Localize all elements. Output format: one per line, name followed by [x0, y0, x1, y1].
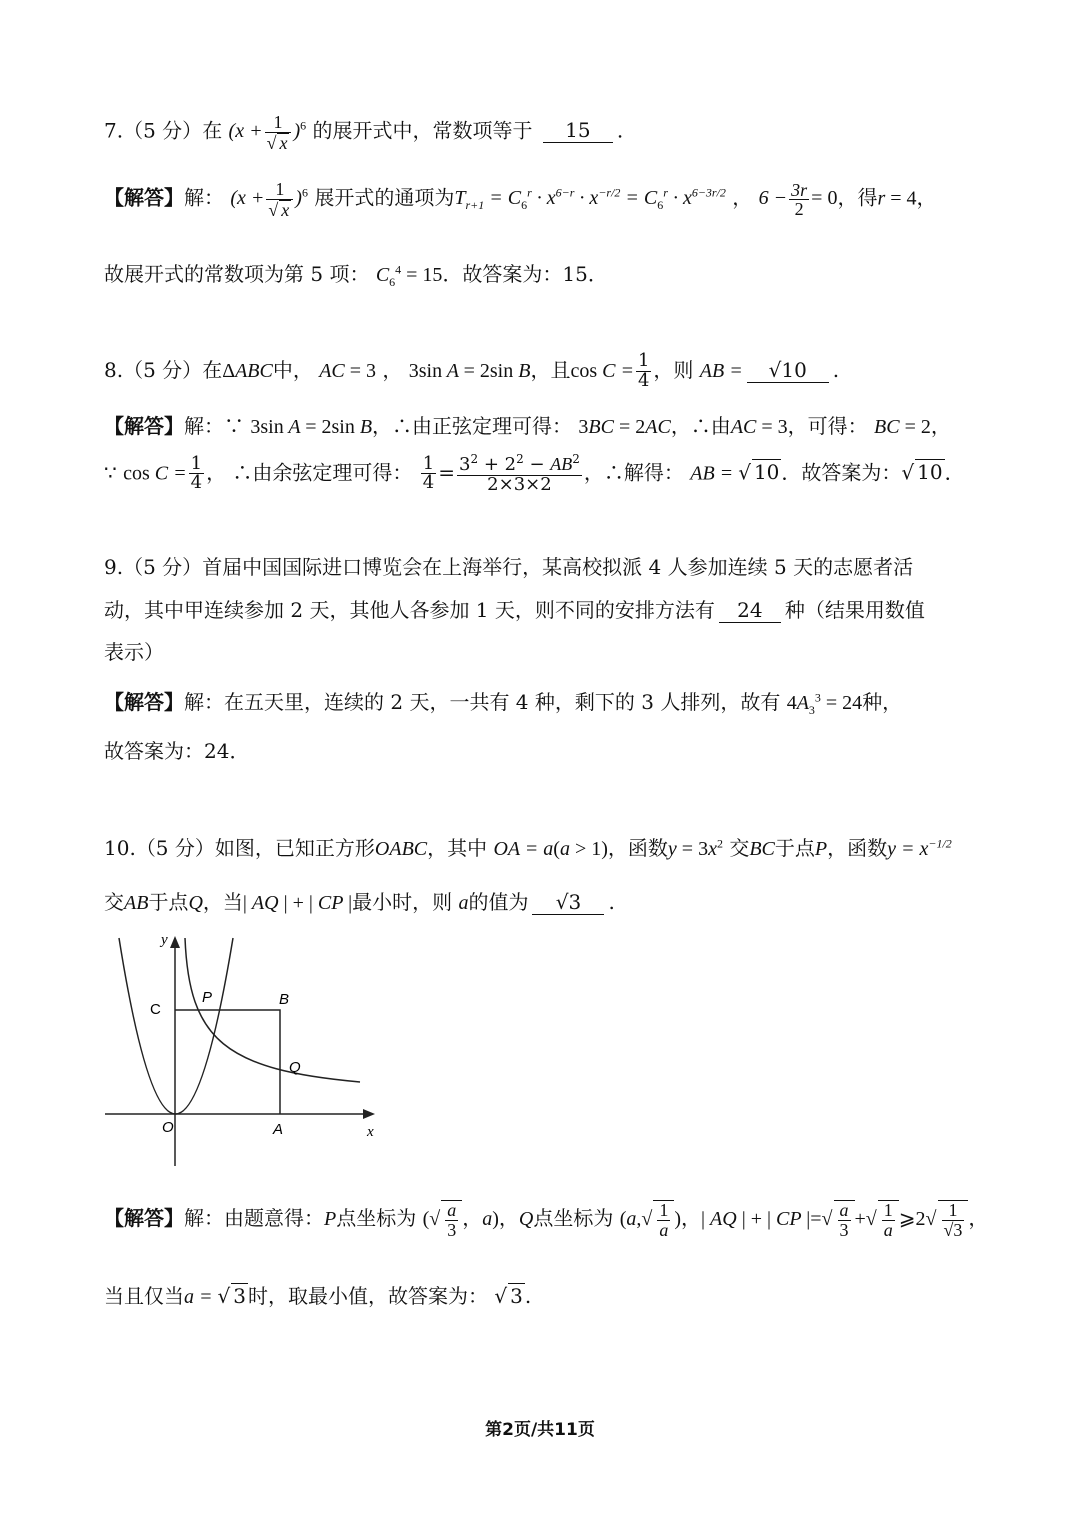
page-footer: 第2页/共11页 — [485, 1420, 595, 1440]
function-graph — [105, 930, 395, 1170]
q9-solution-line1: 【解答】解：在五天里，连续的 2 天，一共有 4 种，剩下的 3 人排列，故有 $4A_3^3 = 24$种， — [104, 690, 903, 717]
q7-answer: 15 — [543, 118, 613, 143]
label-p: P — [202, 989, 213, 1006]
q9-number: 9. — [104, 555, 124, 579]
label-a: A — [273, 1121, 284, 1138]
q9-solution-line2: 故答案为：24． — [104, 739, 250, 763]
q10-answer: √3 — [532, 890, 604, 915]
q7-stem: 7.（5 分）在 (x + $\frac{1}{√ x}$ )$^6$ 的展开式中，常数项等于 15 . — [104, 112, 624, 153]
q10-stem-line2: 交AB于点Q，当| AQ | + | CP |最小时，则 a的值为 √3 . — [104, 890, 615, 914]
q7-number: 7. — [104, 118, 124, 143]
label-c: C — [150, 1001, 161, 1018]
q8-answer: √10 — [747, 358, 829, 383]
x-axis-arrow — [363, 1109, 375, 1119]
label-q: Q — [289, 1059, 301, 1076]
y-axis-arrow — [170, 936, 180, 948]
q10-stem-line1: 10.（5 分）如图，已知正方形OABC，其中 OA = a(a > 1)，函数$y = 3x^2$ 交BC于点P，函数$y = x^{-1/2}$ — [104, 836, 952, 860]
q9-stem-line1: 9.（5 分）首届中国国际进口博览会在上海举行，某高校拟派 4 人参加连续 5 天的志愿者活 — [104, 555, 914, 579]
label-o: O — [162, 1119, 174, 1136]
q8-solution-line1: 【解答】解：∵ 3sin A = 2sin B，∴由正弦定理可得： 3BC = 2AC，∴由AC = 3，可得： BC = 2， — [104, 414, 951, 438]
label-y: y — [161, 932, 168, 948]
q10-solution-line1: 【解答】解：由题意得：P点坐标为 (√ $\frac{a}{3}$ ，a)，Q点坐标为 (a,√ $\frac{1}{a}$ )，| AQ | + | CP |=√ $\frac{a}{3}$ +√ $\frac{1}{a}$ ⩾2√ $\frac{1}{√3}$ ， — [104, 1200, 989, 1240]
q9-answer: 24 — [719, 598, 781, 623]
q8-solution-line2: ∵ cos C = $\frac{1}{4}$ ， ∴由余弦定理可得： $\frac{1}{4}$ = $\frac{3^2 + 2^2 - AB^2}{2\times 3\times 2}$ ，∴解得： AB = √ 10 ．故答案为：√ 10 ． — [104, 452, 965, 495]
label-x: x — [367, 1124, 374, 1140]
q7-score: （5 分） — [123, 118, 203, 143]
label-b: B — [279, 991, 290, 1008]
q7-solution-line1: 【解答】解： (x + $\frac{1}{√ x}$ )$^6$ 展开式的通项为$T_{r+1} = C_6^r \cdot x^{6-r} \cdot x^{-r/2} = C_6^r \cdot x^{6-3r/2}$ ， 6 − $\frac{3r}{2}$ = 0，得r = 4， — [104, 179, 937, 220]
q7-general-term: $T_{r+1} = C_6^r \cdot x^{6-r} \cdot x^{-r/2} = C_6^r \cdot x^{6-3r/2}$ — [454, 185, 726, 213]
q10-number: 10. — [104, 836, 136, 860]
solution-label: 【解答】 — [104, 185, 184, 210]
q7-solution-line2: 故展开式的常数项为第 5 项： $C_6^4 = 15$．故答案为：15． — [104, 262, 608, 289]
q7-expression: (x + $\frac{1}{√ x}$ )$^6$ — [228, 112, 307, 153]
q10-solution-line2: 当且仅当a = √ 3 时，取最小值，故答案为： √ 3 . — [104, 1284, 532, 1308]
q9-stem-line3: 表示） — [104, 640, 164, 664]
q8-number: 8. — [104, 357, 124, 382]
q8-stem: 8.（5 分）在ΔABC中， AC = 3 ， 3sin A = 2sin B，且cos C = $\frac{1}{4}$ ，则 AB = √10 . — [104, 350, 840, 391]
square-oabc — [175, 1010, 280, 1114]
parabola-curve — [119, 938, 233, 1114]
q9-stem-line2: 动，其中甲连续参加 2 天，其他人各参加 1 天，则不同的安排方法有 24 种（结果用数值 — [104, 598, 925, 622]
